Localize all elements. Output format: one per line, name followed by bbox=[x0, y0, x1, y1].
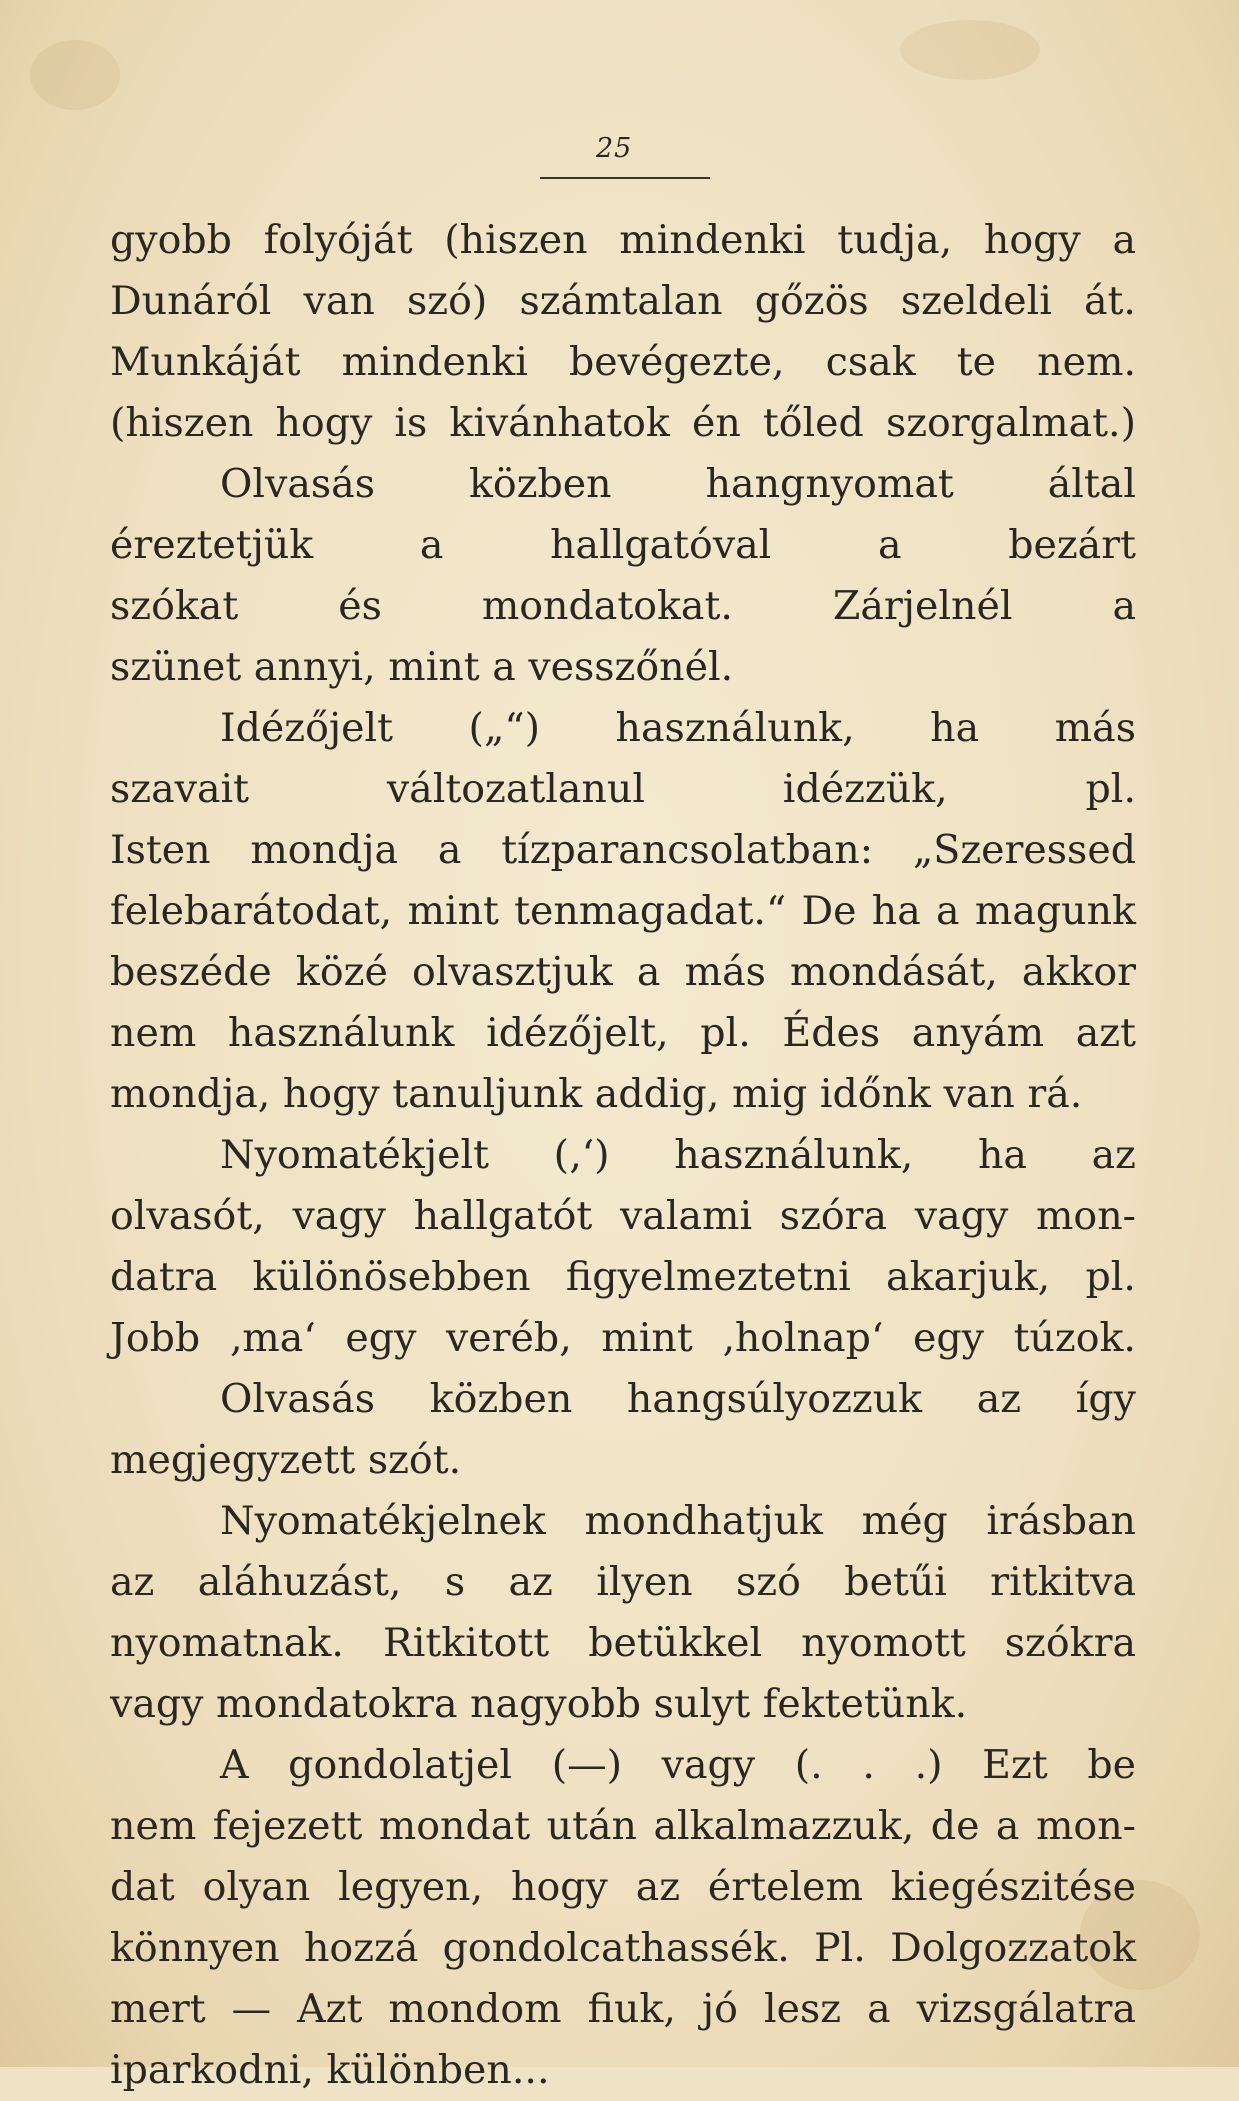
text-line: Munkáját mindenki bevégezte, csak te nem. bbox=[110, 339, 1136, 385]
paper-stain bbox=[30, 40, 120, 110]
page-number: 25 bbox=[596, 133, 633, 164]
text-line: szünet annyi, mint a vesszőnél. bbox=[110, 644, 734, 690]
text-line: Idézőjelt („“) használunk, ha más bbox=[220, 705, 1136, 751]
text-line: mert — Azt mondom fiuk, jó lesz a vizsgálatra bbox=[110, 1986, 1136, 2032]
text-line: beszéde közé olvasztjuk a más mondását, akkor bbox=[110, 949, 1136, 995]
text-line: Jobb ‚ma‘ egy veréb, mint ‚holnap‘ egy túzok. bbox=[110, 1315, 1136, 1361]
text-line: felebarátodat, mint tenmagadat.“ De ha a magunk bbox=[110, 888, 1136, 934]
text-line: Olvasás közben hangsúlyozzuk az így bbox=[220, 1376, 1136, 1422]
text-line: mondja, hogy tanuljunk addig, mig időnk van rá. bbox=[110, 1071, 1083, 1117]
text-line: szavait változatlanul idézzük, pl. bbox=[110, 766, 1136, 812]
text-line: az aláhuzást, s az ilyen szó betűi ritkitva bbox=[110, 1559, 1136, 1605]
text-line: A gondolatjel (—) vagy (. . .) Ezt be bbox=[220, 1742, 1136, 1788]
text-line: éreztetjük a hallgatóval a bezárt bbox=[110, 522, 1136, 568]
text-line: Olvasás közben hangnyomat által bbox=[220, 461, 1136, 507]
text-line: dat olyan legyen, hogy az értelem kiegészitése bbox=[110, 1864, 1136, 1910]
text-line: gyobb folyóját (hiszen mindenki tudja, hogy a bbox=[110, 217, 1136, 263]
text-line: megjegyzett szót. bbox=[110, 1437, 462, 1483]
text-line: Dunáról van szó) számtalan gőzös szeldeli át. bbox=[110, 278, 1136, 324]
text-line: iparkodni, különben... bbox=[110, 2047, 550, 2093]
text-line: Nyomatékjelnek mondhatjuk még irásban bbox=[220, 1498, 1136, 1544]
paper-stain bbox=[900, 20, 1040, 80]
text-line: Isten mondja a tízparancsolatban: „Szeressed bbox=[110, 827, 1136, 873]
text-line: olvasót, vagy hallgatót valami szóra vagy mon- bbox=[110, 1193, 1136, 1239]
header-rule bbox=[540, 177, 710, 179]
text-line: nem használunk idézőjelt, pl. Édes anyám azt bbox=[110, 1010, 1136, 1056]
body-text bbox=[110, 210, 1136, 2101]
text-line: nem fejezett mondat után alkalmazzuk, de a mon- bbox=[110, 1803, 1136, 1849]
text-line: nyomatnak. Ritkitott betükkel nyomott szókra bbox=[110, 1620, 1136, 1666]
text-line: datra különösebben figyelmeztetni akarjuk, pl. bbox=[110, 1254, 1136, 1300]
text-line: Nyomatékjelt (‚‘) használunk, ha az bbox=[220, 1132, 1136, 1178]
text-line: könnyen hozzá gondolcathassék. Pl. Dolgozzatok bbox=[110, 1925, 1136, 1971]
text-line: vagy mondatokra nagyobb sulyt fektetünk. bbox=[110, 1681, 968, 1727]
text-line: szókat és mondatokat. Zárjelnél a bbox=[110, 583, 1136, 629]
text-line: (hiszen hogy is kivánhatok én tőled szorgalmat.) bbox=[110, 400, 1136, 446]
